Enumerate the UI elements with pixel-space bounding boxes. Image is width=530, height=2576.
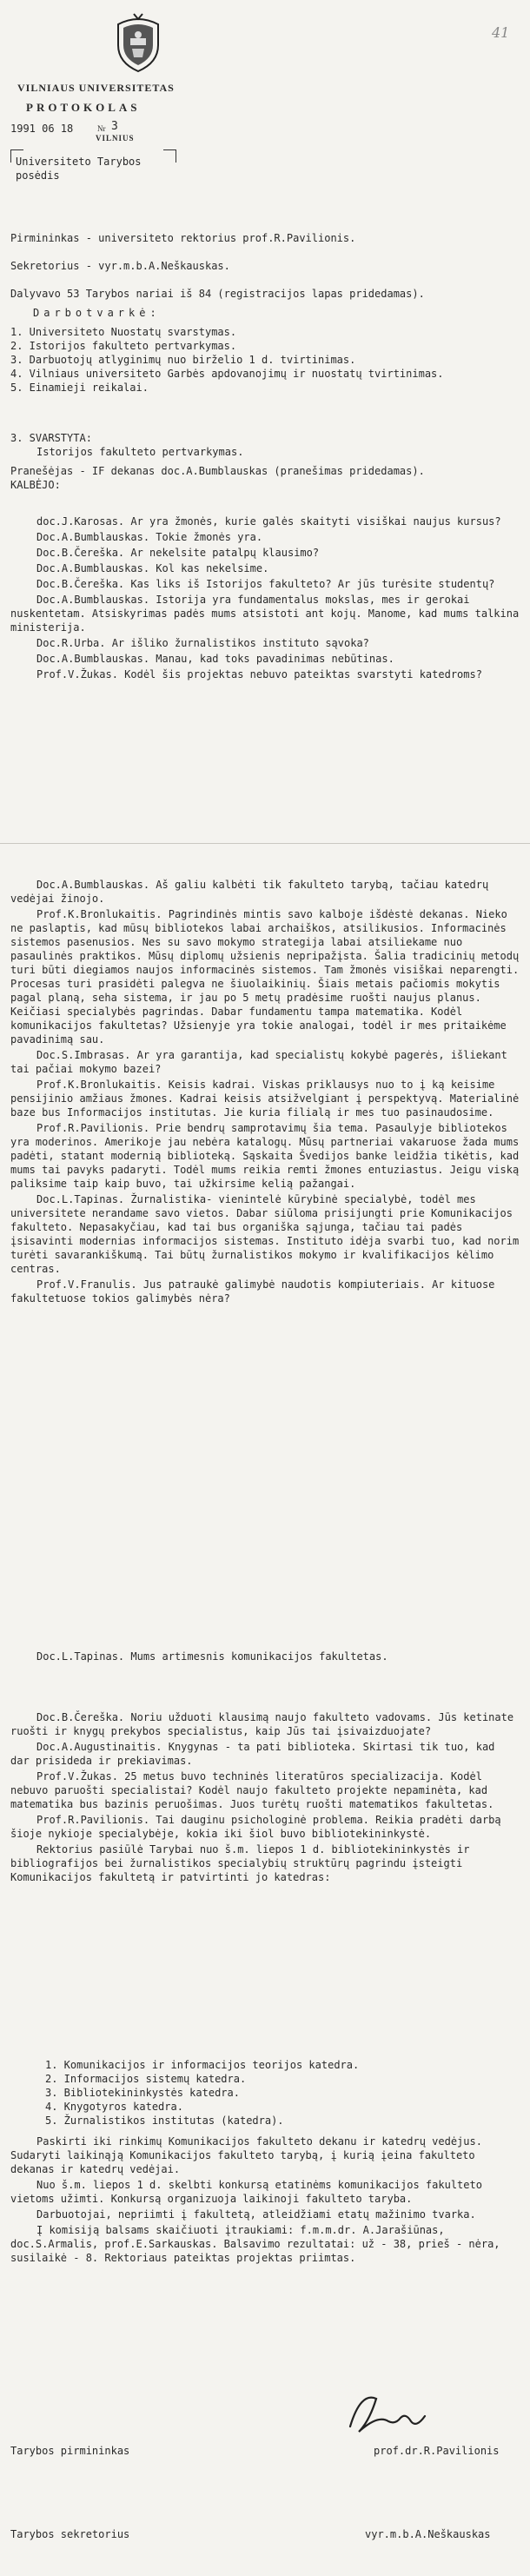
spoke-label: KALBĖJO:	[10, 479, 61, 491]
closing-paragraph: Darbuotojai, nepriimti į fakultetą, atleidžiami etatų mažinimo tvarka.	[36, 2208, 476, 2221]
discussion-entry: Prof.V.Žukas. Kodėl šis projektas nebuvo pateiktas svarstyti katedroms?	[36, 668, 482, 681]
department-list	[10, 2058, 520, 2128]
discussion-entry: Prof.K.Bronlukaitis. Pagrindinės mintis savo kalboje išdėstė dekanas. Nieko ne paslaptis, kad mūsų bibliotekos labai archaiškos, atsilikusios. Informacinės sistemos pasenusios. Nes su savo mokymo strategija labai atsiliekame nuo pasaulinės praktikos. Mūsų diplomų užsienis nepripažįsta. Šalia tradicinių metodų turi būti diegiamos naujos informacinės sistemos. Tam žmonės visiškai neparengti. Procesas turi prasidėti palegva ne šiuolaikinių. Šiais metais pačiomis mokytis pagal planą, seha sistema, ir jau po 5 metų pradėsime ruošti naujus planus. Keičiasi specialybės pagrindas. Dabar fundamentu tampa matematika. Kodėl komunikacijos fakultetas? Užsienyje yra tokie analogai, todėl ir mes pritaikėme pavadinimą sau.	[10, 908, 520, 1046]
discussion-part-1	[10, 515, 520, 683]
closing-paragraph: Nuo š.m. liepos 1 d. skelbti konkursą etatinėms komunikacijos fakulteto vietoms užimti. Konkursą organizuoja laikinoji fakulteto taryba.	[10, 2179, 482, 2205]
discussion-entry: Prof.V.Žukas. 25 metus buvo techninės literatūros specializacija. Kodėl nebuvo paruošti specialistai? Kodėl naujo fakulteto projekte nepaminėta, kad matematika bus bazinis peruošimas. Juos turėtų ruošti matematikos fakultetas.	[10, 1770, 494, 1810]
discussion-entry: Doc.A.Bumblauskas. Manau, kad toks pavadinimas nebūtinas.	[36, 653, 394, 665]
department-item: 1. Komunikacijos ir informacijos teorijos katedra.	[45, 2059, 360, 2071]
number-label: Nr	[97, 124, 106, 133]
discussion-entry: Prof.R.Pavilionis. Tai dauginu psichologinė problema. Reikia pradėti darbą šioje nykioje specialybėje, kokia iki šiol buvo bibliotekininkystė.	[10, 1814, 501, 1840]
secretary-line: Sekretorius - vyr.m.b.A.Neškauskas.	[10, 260, 230, 272]
chair-line: Pirmininkas - universiteto rektorius prof.R.Pavilionis.	[10, 232, 356, 244]
chair-name: prof.dr.R.Pavilionis	[374, 2445, 500, 2457]
university-crest-icon	[111, 12, 165, 73]
secretary-name: vyr.m.b.A.Neškauskas	[365, 2528, 491, 2540]
agenda-item: 2. Istorijos fakulteto pertvarkymas.	[10, 340, 237, 352]
closing-paragraph: Paskirti iki rinkimų Komunikacijos fakulteto dekanu ir katedrų vedėjus. Sudaryti laikinąją Komunikacijos fakulteto tarybą, į kurią įeina fakulteto dekanas ir katedrų vedėjai.	[10, 2135, 482, 2175]
chair-label: Tarybos pirmininkas	[10, 2445, 130, 2457]
discussion-entry: Doc.S.Imbrasas. Ar yra garantija, kad specialistų kokybė pagerės, išliekant tai pačiai mokymo bazei?	[10, 1049, 507, 1075]
discussion-entry: Prof.R.Pavilionis. Prie bendrų samprotavimų šia tema. Pasaulyje bibliotekos yra moderinos. Amerikoje jau nebėra katalogų. Mūsų partneriai vakaruose žada mums padėti, statant modernią biblioteką. Sąskaita Švedijos banke leidžia tikėtis, kad mums tai pavyks padaryti. Todėl mums reikia remti žmones entuziastus. Jeigu viską paliksime taip kaip buvo, tai užkirsime kelią pažangai.	[10, 1122, 520, 1190]
discussion-part-2	[10, 878, 520, 1307]
department-item: 4. Knygotyros katedra.	[45, 2101, 183, 2113]
discussion-entry: Rektorius pasiūlė Tarybai nuo š.m. liepos 1 d. bibliotekininkystės ir bibliografijos bei žurnalistikos specialybių struktūrų pagrindu įsteigti Komunikacijos fakultetą ir patvirtinti jo katedras:	[10, 1843, 470, 1883]
department-item: 2. Informacijos sistemų katedra.	[45, 2073, 247, 2085]
document-date: 1991 06 18	[10, 123, 74, 135]
university-name: VILNIAUS UNIVERSITETAS	[17, 82, 175, 94]
discussion-entry: Prof.V.Franulis. Jus patraukė galimybė naudotis kompiuteriais. Ar kituose fakultetuose tokios galimybės nėra?	[10, 1278, 495, 1305]
document-number: 3	[111, 120, 118, 133]
discussion-entry: Doc.L.Tapinas. Žurnalistika- vienintelė kūrybinė specialybė, todėl mes universitete nerandame savo vietos. Dabar siūloma prisijungti prie Komunikacijos fakulteto. Nepasakyčiau, kad tai bus organiška sąjunga, tačiau tai padės įsisavinti modernias informacijos sistemas. Instituto idėja svarbi tuo, kad norim turėti savarankiškumą. Tai būtų žurnalistikos mokymo ir kvalifikacijos kėlimo centras.	[10, 1193, 520, 1275]
agenda-item: 4. Vilniaus universiteto Garbės apdovanojimų ir nuostatų tvirtinimas.	[10, 368, 444, 380]
discussion-entry: Doc.A.Bumblauskas. Aš galiu kalbėti tik fakulteto tarybą, tačiau katedrų vedėjai žinojo.	[10, 879, 489, 905]
discussion-entry: Doc.R.Urba. Ar išliko žurnalistikos instituto sąvoka?	[36, 637, 369, 649]
discussion-entry: Doc.A.Augustinaitis. Knygynas - ta pati biblioteka. Skirtasi tik tuo, kad dar prisideda ir prekiavimas.	[10, 1741, 495, 1767]
discussion-entry: Doc.B.Čereška. Kas liks iš Istorijos fakulteto? Ar jūs turėsite studentų?	[36, 578, 495, 590]
closing-block	[10, 2134, 520, 2267]
discussion-part-4	[10, 1710, 520, 1886]
discussion-entry: Doc.L.Tapinas. Mums artimesnis komunikacijos fakultetas.	[36, 1650, 388, 1663]
discussion-entry: Doc.A.Bumblauskas. Kol kas nekelsime.	[36, 562, 269, 574]
discussion-part-3	[10, 1650, 520, 1665]
city-name: VILNIUS	[96, 134, 135, 143]
section-block	[10, 431, 520, 492]
secretary-label: Tarybos sekretorius	[10, 2528, 130, 2540]
discussion-entry: Doc.A.Bumblauskas. Istorija yra fundamentalus mokslas, mes ir gerokai nuskentetam. Atsiskyrimas padės mums atsistoti ant kojų. Manome, kad mums talkina ministerija.	[10, 594, 520, 634]
closing-paragraph: Į komisiją balsams skaičiuoti įtraukiami: f.m.m.dr. A.Jarašiūnas, doc.S.Armalis, prof.E.Sarkauskas. Balsavimo rezultatai: už - 38, prieš - nėra, susilaikė - 8. Rektoriaus pateiktas projektas priimtas.	[10, 2224, 500, 2264]
form-bracket-right	[163, 149, 176, 163]
discussion-entry: Doc.B.Čereška. Ar nekelsite patalpų klausimo?	[36, 547, 320, 559]
agenda-item: 5. Einamieji reikalai.	[10, 382, 149, 394]
section-speaker: Pranešėjas - IF dekanas doc.A.Bumblauskas (pranešimas pridedamas).	[10, 465, 425, 477]
discussion-entry: Doc.B.Čereška. Noriu užduoti klausimą naujo fakulteto vadovams. Jūs ketinate ruošti ir knygų prekybos specialistus, kaip Jūs tai įsivaizduojate?	[10, 1711, 514, 1737]
agenda-item: 3. Darbuotojų atlyginimų nuo birželio 1 d. tvirtinimas.	[10, 354, 356, 366]
section-heading: 3. SVARSTYTA:	[10, 432, 92, 444]
agenda-item: 1. Universiteto Nuostatų svarstymas.	[10, 326, 237, 338]
agenda-title: Darbotvarkė:	[33, 307, 161, 319]
discussion-entry: Doc.A.Bumblauskas. Tokie žmonės yra.	[36, 531, 263, 543]
agenda-list	[10, 325, 520, 395]
meeting-title: Universiteto Tarybos posėdis	[16, 156, 142, 182]
department-item: 5. Žurnalistikos institutas (katedra).	[45, 2115, 284, 2127]
department-item: 3. Bibliotekininkystės katedra.	[45, 2087, 240, 2099]
page-break	[0, 843, 530, 844]
attendance-block	[10, 231, 520, 302]
document-type: PROTOKOLAS	[26, 101, 141, 114]
present-line: Dalyvavo 53 Tarybos nariai iš 84 (registracijos lapas pridedamas).	[10, 288, 425, 300]
section-topic: Istorijos fakulteto pertvarkymas.	[36, 446, 244, 458]
chair-signature	[343, 2383, 430, 2444]
page-number: 41	[492, 24, 510, 41]
discussion-entry: doc.J.Karosas. Ar yra žmonės, kurie galės skaityti visiškai naujus kursus?	[36, 515, 501, 528]
discussion-entry: Prof.K.Bronlukaitis. Keisis kadrai. Viskas priklausys nuo to į ką keisime pensijinio amžiaus žmones. Kadrai keisis atsižvelgiant į perspektyvą. Materialinė baze bus Informacijos institutas. Jie kuria filialą ir mes tuo pasinaudosime.	[10, 1079, 520, 1119]
